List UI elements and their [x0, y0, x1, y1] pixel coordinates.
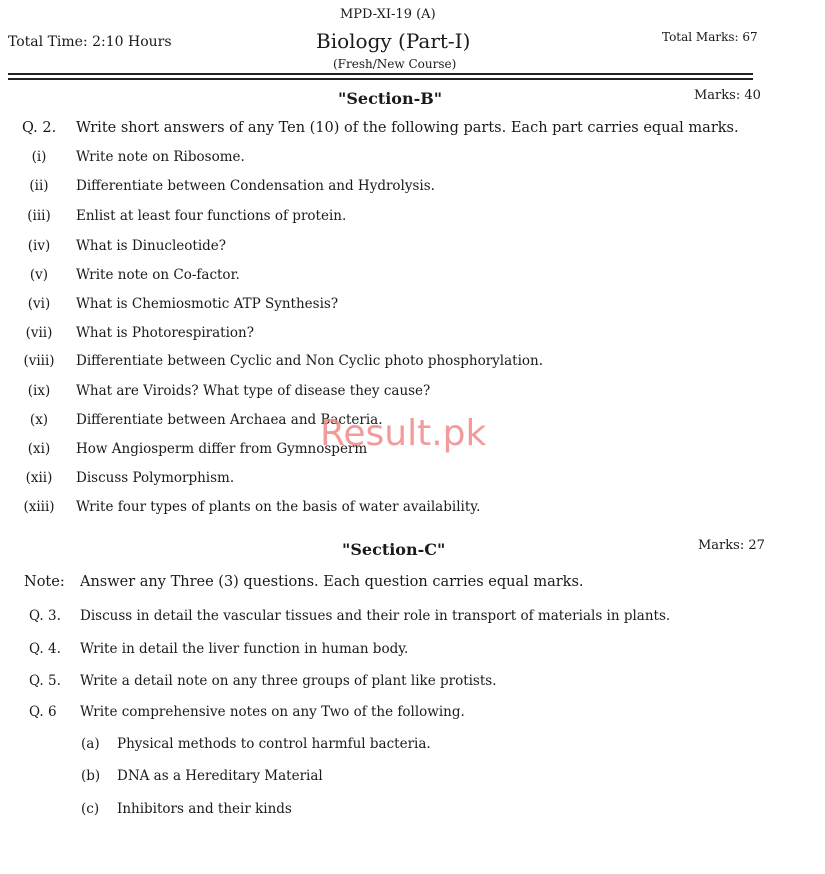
item-text: Enlist at least four functions of protein.	[76, 208, 347, 224]
short-question-item	[0, 296, 825, 318]
item-text: Discuss in detail the vascular tissues and their role in transport of materials in plants.	[80, 608, 671, 624]
total-marks: Total Marks: 67	[662, 30, 758, 44]
item-text: Write four types of plants on the basis of water availability.	[76, 499, 481, 515]
short-question-item	[0, 208, 825, 230]
section-b-title: "Section-B"	[338, 89, 443, 108]
section-c-marks: Marks: 27	[698, 538, 765, 553]
item-number: Q. 5.	[29, 673, 61, 689]
long-question-item	[0, 704, 825, 726]
item-number: (b)	[81, 768, 101, 784]
short-question-item	[0, 238, 825, 260]
item-number: (x)	[29, 412, 49, 428]
header-rule-bottom	[8, 78, 753, 80]
short-question-item	[0, 383, 825, 405]
item-text: Discuss Polymorphism.	[76, 470, 235, 486]
paper-code: MPD-XI-19 (A)	[340, 7, 436, 22]
item-number: Q. 6	[29, 704, 57, 720]
question-number: Q. 2.	[22, 120, 57, 136]
item-text: Write in detail the liver function in human body.	[80, 641, 409, 657]
question-instruction: Write short answers of any Ten (10) of the following parts. Each part carries equal marks.	[76, 120, 739, 136]
sub-part-item	[0, 768, 825, 790]
item-number: (xi)	[27, 441, 51, 457]
long-question-item	[0, 641, 825, 663]
item-number: (xii)	[25, 470, 53, 486]
watermark-logo: Result.pk	[320, 413, 487, 454]
item-number: (a)	[81, 736, 100, 752]
short-question-item	[0, 325, 825, 347]
item-number: (ii)	[29, 178, 49, 194]
item-text: Inhibitors and their kinds	[117, 801, 292, 817]
item-number: (vi)	[27, 296, 51, 312]
item-text: Write note on Ribosome.	[76, 149, 245, 165]
item-text: DNA as a Hereditary Material	[117, 768, 323, 784]
short-question-item	[0, 470, 825, 492]
item-number: Q. 4.	[29, 641, 61, 657]
item-text: Differentiate between Cyclic and Non Cyclic photo phosphorylation.	[76, 353, 544, 369]
item-text: Differentiate between Condensation and Hydrolysis.	[76, 178, 435, 194]
item-number: (c)	[81, 801, 100, 817]
item-text: Differentiate between Archaea and Bacteria.	[76, 412, 383, 428]
section-c-title: "Section-C"	[342, 540, 446, 559]
short-question-item	[0, 178, 825, 200]
item-text: What is Photorespiration?	[76, 325, 254, 341]
header-rule-top	[8, 73, 753, 75]
section-b-question	[0, 120, 825, 142]
item-text: How Angiosperm differ from Gymnosperm	[76, 441, 368, 457]
long-question-item	[0, 673, 825, 695]
item-number: (vii)	[25, 325, 53, 341]
item-text: Physical methods to control harmful bacteria.	[117, 736, 431, 752]
item-text: What is Dinucleotide?	[76, 238, 227, 254]
subject-title: Biology (Part-I)	[316, 29, 471, 53]
item-text: What is Chemiosmotic ATP Synthesis?	[76, 296, 339, 312]
short-question-item	[0, 353, 825, 375]
note-text: Answer any Three (3) questions. Each question carries equal marks.	[80, 574, 584, 590]
item-text: Write a detail note on any three groups of plant like protists.	[80, 673, 497, 689]
short-question-item	[0, 149, 825, 171]
item-number: (iii)	[27, 208, 51, 224]
item-number: (viii)	[23, 353, 55, 369]
note-label: Note:	[24, 574, 65, 590]
section-b-marks: Marks: 40	[694, 88, 761, 103]
item-text: Write comprehensive notes on any Two of the following.	[80, 704, 465, 720]
item-text: Write note on Co-factor.	[76, 267, 240, 283]
item-number: (i)	[31, 149, 47, 165]
sub-part-item	[0, 801, 825, 823]
course-label: (Fresh/New Course)	[333, 57, 457, 71]
item-text: What are Viroids? What type of disease they cause?	[76, 383, 431, 399]
item-number: (v)	[29, 267, 49, 283]
long-question-item	[0, 608, 825, 630]
item-number: Q. 3.	[29, 608, 61, 624]
item-number: (iv)	[27, 238, 51, 254]
short-question-item	[0, 267, 825, 289]
total-time: Total Time: 2:10 Hours	[8, 34, 172, 50]
section-c-note	[0, 574, 825, 596]
sub-part-item	[0, 736, 825, 758]
short-question-item	[0, 499, 825, 521]
item-number: (xiii)	[23, 499, 55, 515]
item-number: (ix)	[27, 383, 51, 399]
